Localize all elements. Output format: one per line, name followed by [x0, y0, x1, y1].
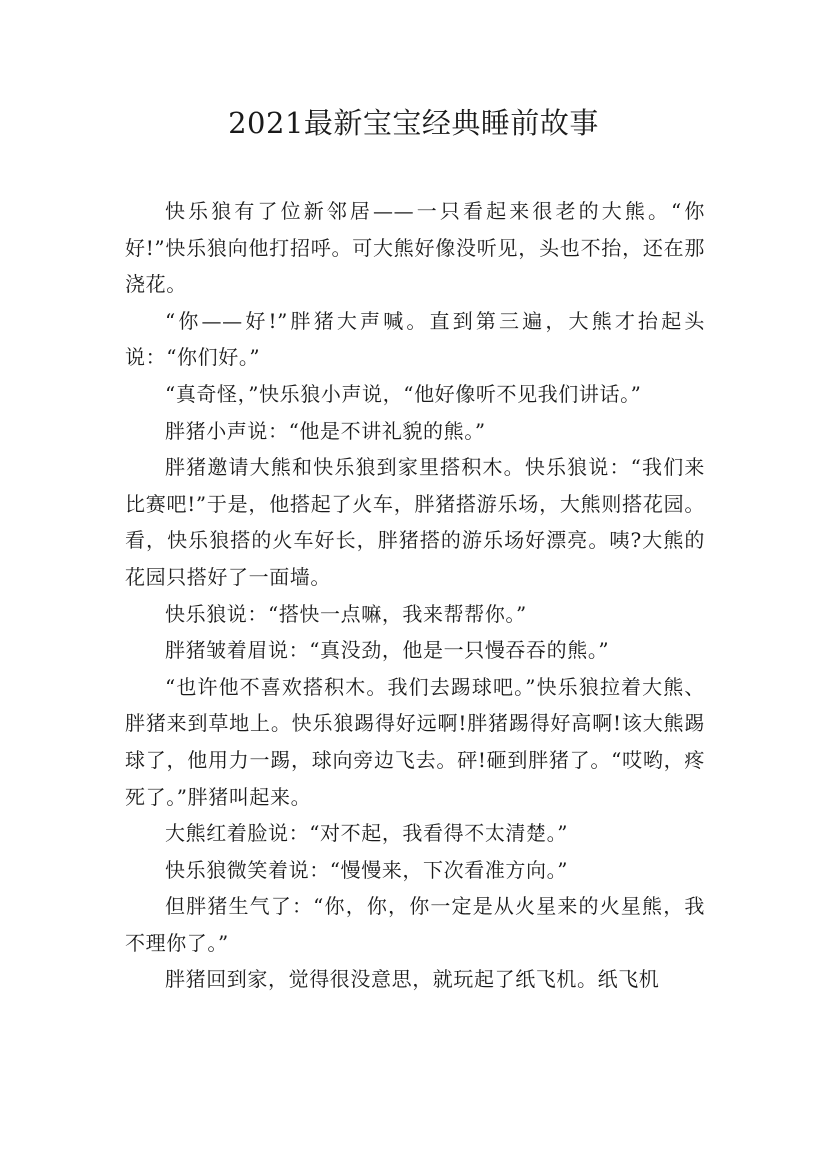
paragraph: 胖猪邀请大熊和快乐狼到家里搭积木。快乐狼说：“我们来比赛吧!”于是，他搭起了火车，胖猪搭游乐场，大熊则搭花园。看，快乐狼搭的火车好长，胖猪搭的游乐场好漂亮。咦?大熊的花园只搭好了一面墙。: [125, 455, 705, 589]
paragraph: “你——好!”胖猪大声喊。直到第三遍，大熊才抬起头说：“你们好。”: [125, 308, 705, 370]
paragraph: 快乐狼有了位新邻居——一只看起来很老的大熊。“你好!”快乐狼向他打招呼。可大熊好像没听见，头也不抬，还在那浇花。: [125, 199, 705, 297]
paragraph: 胖猪回到家，觉得很没意思，就玩起了纸飞机。纸飞机: [165, 967, 660, 992]
paragraph: “真奇怪，”快乐狼小声说，“他好像听不见我们讲话。”: [165, 381, 642, 406]
paragraph: 快乐狼说：“搭快一点嘛，我来帮帮你。”: [165, 601, 527, 626]
paragraph: 快乐狼微笑着说：“慢慢来，下次看准方向。”: [165, 857, 569, 882]
paragraph: “也许他不喜欢搭积木。我们去踢球吧。”快乐狼拉着大熊、胖猪来到草地上。快乐狼踢得好远啊!胖猪踢得好高啊!该大熊踢球了，他用力一踢，球向旁边飞去。砰!砸到胖猪了。“哎哟，疼死了。”胖猪叫起来。: [125, 674, 705, 809]
document-body: [125, 193, 705, 998]
paragraph: 胖猪小声说：“他是不讲礼貌的熊。”: [165, 418, 486, 443]
paragraph: 大熊红着脸说：“对不起，我看得不太清楚。”: [165, 821, 569, 846]
paragraph: 胖猪皱着眉说：“真没劲，他是一只慢吞吞的熊。”: [165, 638, 610, 663]
document-title: 2021最新宝宝经典睡前故事: [228, 106, 599, 140]
paragraph: 但胖猪生气了：“你，你，你一定是从火星来的火星熊，我不理你了。”: [125, 894, 705, 955]
